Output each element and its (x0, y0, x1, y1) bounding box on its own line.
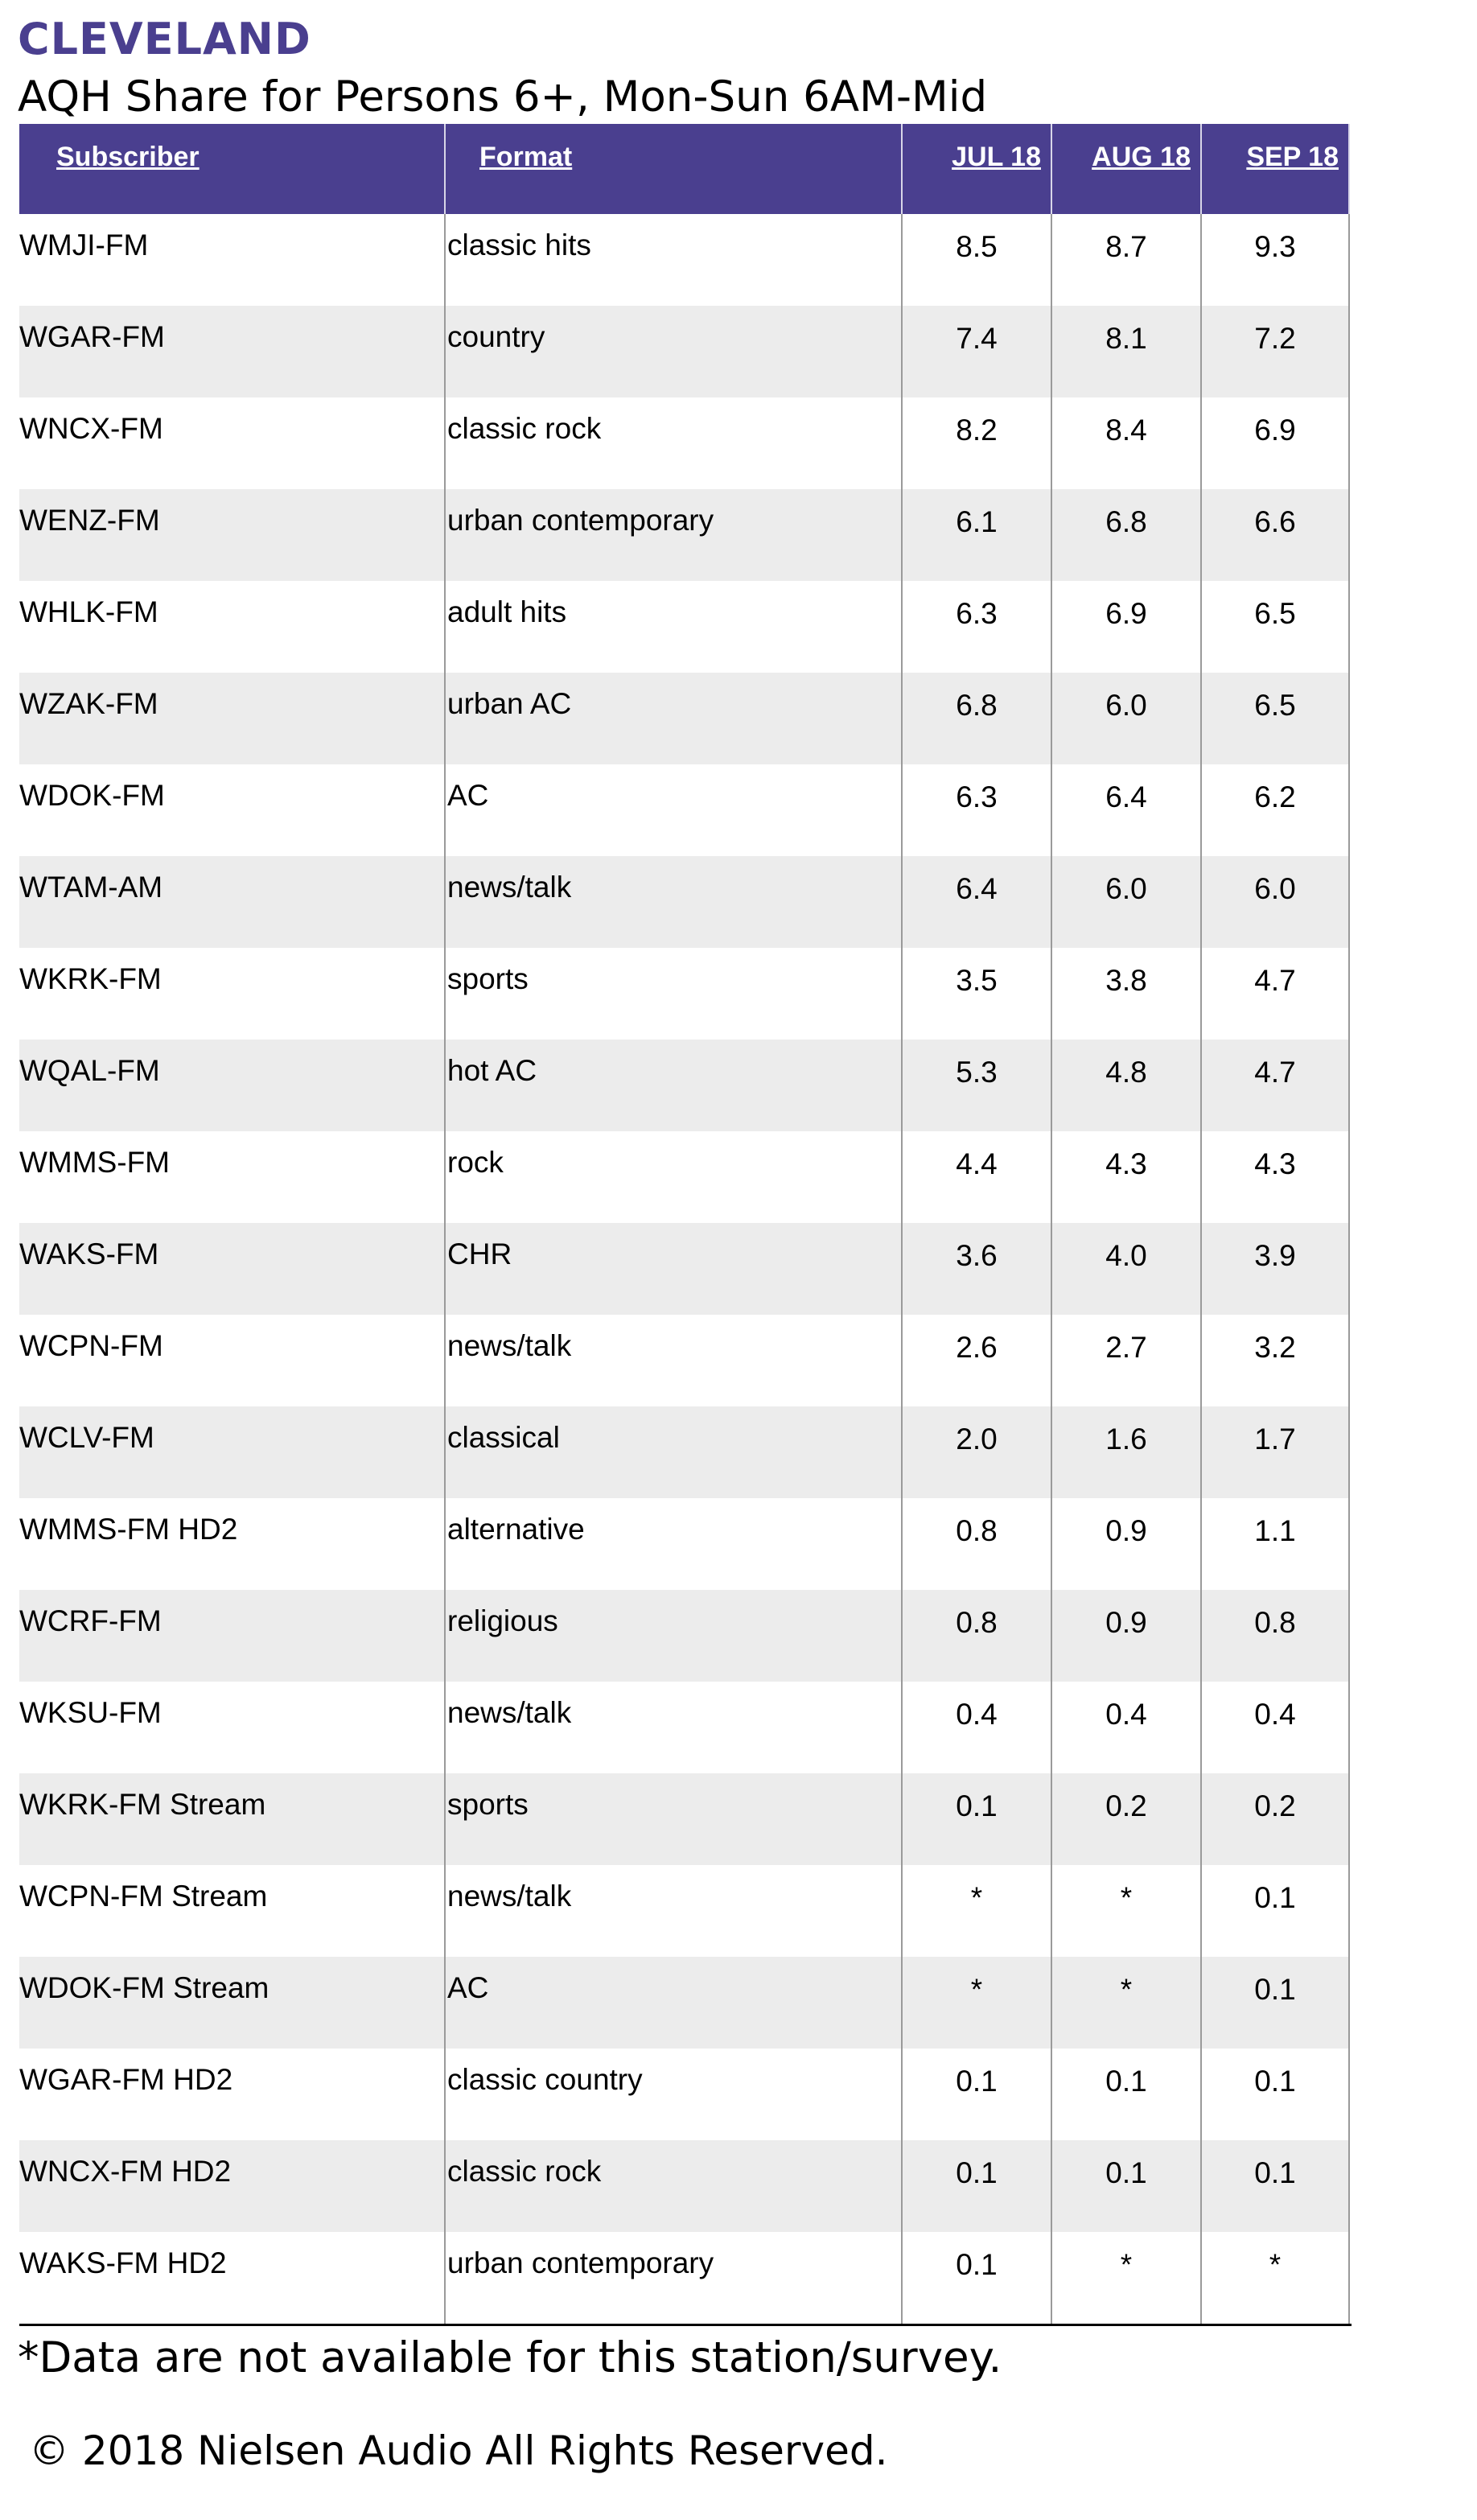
aug-value-column (1051, 2140, 1200, 2232)
aug-value-column (1051, 1590, 1200, 1682)
station-column (19, 2140, 444, 2232)
sep-value-column (1200, 2140, 1350, 2232)
jul-value-cell: 6.3 (956, 780, 998, 813)
sep-value-cell: 4.7 (1254, 1056, 1296, 1089)
format-column (444, 1590, 901, 1682)
sep-value-column (1200, 1773, 1350, 1865)
station-cell: WGAR-FM (19, 320, 165, 353)
table-row (19, 1682, 1350, 1773)
table-row (19, 581, 1350, 673)
format-column (444, 397, 901, 489)
aug-value-column (1051, 764, 1200, 856)
table-row (19, 1773, 1350, 1865)
aug-value-column (1051, 1498, 1200, 1590)
jul-value-cell: 6.1 (956, 505, 998, 538)
table-row (19, 1406, 1350, 1498)
format-cell: sports (447, 962, 529, 995)
sep-value-column (1200, 2232, 1350, 2324)
table-body (19, 214, 1350, 2324)
sep-value-column (1200, 673, 1350, 764)
station-column (19, 2049, 444, 2140)
format-cell: country (447, 320, 545, 353)
table-row (19, 306, 1350, 397)
jul-value-column (901, 1590, 1051, 1682)
aug-value-cell: * (1120, 2248, 1133, 2281)
station-cell: WENZ-FM (19, 504, 160, 537)
table-row (19, 1223, 1350, 1315)
jul-value-column (901, 397, 1051, 489)
jul-value-cell: 0.1 (956, 2156, 998, 2189)
format-cell: urban contemporary (447, 504, 714, 537)
sep-value-cell: 6.0 (1254, 872, 1296, 905)
format-cell: classic rock (447, 412, 602, 445)
jul-value-cell: 0.8 (956, 1514, 998, 1547)
sep-value-cell: 7.2 (1254, 322, 1296, 355)
jul-value-cell: 3.6 (956, 1239, 998, 1272)
sep-value-column (1200, 2049, 1350, 2140)
jul-value-column (901, 214, 1051, 306)
format-cell: urban AC (447, 687, 572, 720)
market-title: CLEVELAND (18, 14, 311, 64)
column-header-subscriber[interactable]: Subscriber (56, 142, 200, 172)
jul-value-cell: 7.4 (956, 322, 998, 355)
format-column (444, 948, 901, 1040)
format-cell: news/talk (447, 1696, 572, 1729)
ratings-table (19, 124, 1350, 2326)
jul-value-cell: 3.5 (956, 964, 998, 997)
column-header-sep[interactable]: SEP 18 (1246, 142, 1339, 172)
jul-value-column (901, 1957, 1051, 2049)
station-column (19, 397, 444, 489)
jul-value-column (901, 1131, 1051, 1223)
format-cell: news/talk (447, 1880, 572, 1913)
station-cell: WKRK-FM (19, 962, 162, 995)
header-cell-jul (901, 124, 1051, 214)
format-cell: CHR (447, 1237, 512, 1270)
jul-value-cell: 2.0 (956, 1423, 998, 1456)
station-column (19, 1773, 444, 1865)
station-cell: WCRF-FM (19, 1604, 162, 1637)
station-cell: WAKS-FM (19, 1237, 159, 1270)
format-column (444, 1865, 901, 1957)
aug-value-column (1051, 1406, 1200, 1498)
aug-value-cell: 0.9 (1105, 1514, 1147, 1547)
station-column (19, 581, 444, 673)
station-cell: WGAR-FM HD2 (19, 2063, 233, 2096)
station-cell: WCLV-FM (19, 1421, 154, 1454)
jul-value-column (901, 673, 1051, 764)
aug-value-cell: 2.7 (1105, 1331, 1147, 1364)
table-row (19, 856, 1350, 948)
station-column (19, 1040, 444, 1131)
sep-value-column (1200, 1682, 1350, 1773)
jul-value-cell: 8.2 (956, 414, 998, 447)
sep-value-cell: * (1269, 2248, 1282, 2281)
format-column (444, 1406, 901, 1498)
table-row (19, 489, 1350, 581)
jul-value-column (901, 1406, 1051, 1498)
station-column (19, 1131, 444, 1223)
sep-value-column (1200, 214, 1350, 306)
jul-value-cell: * (970, 1881, 983, 1914)
format-cell: classic rock (447, 2155, 602, 2188)
jul-value-cell: 6.3 (956, 597, 998, 630)
aug-value-column (1051, 489, 1200, 581)
sep-value-cell: 6.6 (1254, 505, 1296, 538)
station-cell: WTAM-AM (19, 871, 163, 904)
aug-value-column (1051, 1131, 1200, 1223)
station-column (19, 2232, 444, 2324)
aug-value-column (1051, 1040, 1200, 1131)
aug-value-cell: 3.8 (1105, 964, 1147, 997)
table-row (19, 2049, 1350, 2140)
jul-value-cell: 5.3 (956, 1056, 998, 1089)
station-cell: WZAK-FM (19, 687, 158, 720)
sep-value-column (1200, 1315, 1350, 1406)
format-cell: news/talk (447, 871, 572, 904)
jul-value-cell: 0.1 (956, 1789, 998, 1822)
aug-value-column (1051, 1773, 1200, 1865)
format-cell: adult hits (447, 595, 567, 628)
format-cell: classic hits (447, 229, 591, 261)
table-row (19, 1498, 1350, 1590)
format-column (444, 214, 901, 306)
table-row (19, 1315, 1350, 1406)
aug-value-column (1051, 856, 1200, 948)
header-cell-subscriber (19, 124, 444, 214)
format-column (444, 1498, 901, 1590)
aug-value-column (1051, 948, 1200, 1040)
table-row (19, 1040, 1350, 1131)
sep-value-column (1200, 764, 1350, 856)
table-row (19, 397, 1350, 489)
aug-value-cell: * (1120, 1881, 1133, 1914)
sep-value-cell: 4.3 (1254, 1147, 1296, 1180)
jul-value-column (901, 1040, 1051, 1131)
format-cell: news/talk (447, 1329, 572, 1362)
jul-value-cell: 0.8 (956, 1606, 998, 1639)
table-row (19, 948, 1350, 1040)
jul-value-column (901, 489, 1051, 581)
table-row (19, 214, 1350, 306)
sep-value-cell: 1.7 (1254, 1423, 1296, 1456)
sep-value-column (1200, 397, 1350, 489)
sep-value-column (1200, 306, 1350, 397)
station-column (19, 1957, 444, 2049)
jul-value-column (901, 581, 1051, 673)
station-cell: WHLK-FM (19, 595, 158, 628)
sep-value-cell: 0.1 (1254, 1881, 1296, 1914)
jul-value-cell: 0.1 (956, 2065, 998, 2098)
format-cell: urban contemporary (447, 2246, 714, 2279)
station-column (19, 1682, 444, 1773)
aug-value-cell: 6.4 (1105, 780, 1147, 813)
station-column (19, 1315, 444, 1406)
jul-value-column (901, 1682, 1051, 1773)
sep-value-column (1200, 1498, 1350, 1590)
format-column (444, 1957, 901, 2049)
aug-value-column (1051, 306, 1200, 397)
aug-value-column (1051, 581, 1200, 673)
sep-value-cell: 0.4 (1254, 1698, 1296, 1731)
station-cell: WKRK-FM Stream (19, 1788, 266, 1821)
jul-value-column (901, 1498, 1051, 1590)
table-row (19, 764, 1350, 856)
station-column (19, 1865, 444, 1957)
header-cell-format (444, 124, 901, 214)
sep-value-column (1200, 489, 1350, 581)
station-cell: WQAL-FM (19, 1054, 160, 1087)
header-cell-aug (1051, 124, 1200, 214)
station-cell: WMJI-FM (19, 229, 149, 261)
format-column (444, 1682, 901, 1773)
station-cell: WCPN-FM (19, 1329, 163, 1362)
jul-value-column (901, 2049, 1051, 2140)
jul-value-cell: 0.4 (956, 1698, 998, 1731)
format-cell: AC (447, 779, 489, 812)
format-cell: religious (447, 1604, 558, 1637)
station-column (19, 1406, 444, 1498)
format-cell: classical (447, 1421, 560, 1454)
sep-value-cell: 6.2 (1254, 780, 1296, 813)
station-column (19, 764, 444, 856)
aug-value-cell: 8.7 (1105, 230, 1147, 263)
aug-value-cell: 1.6 (1105, 1423, 1147, 1456)
format-cell: rock (447, 1146, 504, 1179)
aug-value-cell: 8.1 (1105, 322, 1147, 355)
format-cell: classic country (447, 2063, 643, 2096)
station-cell: WDOK-FM Stream (19, 1971, 269, 2004)
table-row (19, 673, 1350, 764)
footnote: *Data are not available for this station/survey. (18, 2333, 1002, 2382)
format-column (444, 1315, 901, 1406)
jul-value-column (901, 948, 1051, 1040)
sep-value-column (1200, 1957, 1350, 2049)
format-column (444, 306, 901, 397)
header-cell-sep (1200, 124, 1350, 214)
format-cell: alternative (447, 1513, 585, 1546)
column-header-format[interactable]: Format (479, 142, 573, 172)
format-column (444, 856, 901, 948)
station-cell: WMMS-FM HD2 (19, 1513, 238, 1546)
aug-value-cell: 4.3 (1105, 1147, 1147, 1180)
format-cell: hot AC (447, 1054, 537, 1087)
aug-value-cell: * (1120, 1973, 1133, 2006)
aug-value-column (1051, 1223, 1200, 1315)
sep-value-cell: 0.1 (1254, 1973, 1296, 2006)
station-column (19, 1590, 444, 1682)
format-column (444, 1040, 901, 1131)
sep-value-cell: 6.5 (1254, 597, 1296, 630)
jul-value-column (901, 1865, 1051, 1957)
sep-value-column (1200, 1590, 1350, 1682)
column-header-aug[interactable]: AUG 18 (1092, 142, 1191, 172)
table-row (19, 1590, 1350, 1682)
station-column (19, 1498, 444, 1590)
copyright-notice: © 2018 Nielsen Audio All Rights Reserved. (29, 2427, 888, 2474)
aug-value-cell: 4.0 (1105, 1239, 1147, 1272)
table-bottom-rule (19, 2324, 1352, 2326)
table-row (19, 2232, 1350, 2324)
jul-value-cell: 6.8 (956, 689, 998, 722)
format-column (444, 1223, 901, 1315)
sep-value-column (1200, 581, 1350, 673)
format-column (444, 2232, 901, 2324)
jul-value-cell: 6.4 (956, 872, 998, 905)
format-column (444, 2140, 901, 2232)
sep-value-cell: 0.2 (1254, 1789, 1296, 1822)
aug-value-cell: 0.1 (1105, 2065, 1147, 2098)
aug-value-column (1051, 673, 1200, 764)
table-row (19, 2140, 1350, 2232)
aug-value-cell: 0.2 (1105, 1789, 1147, 1822)
jul-value-cell: 8.5 (956, 230, 998, 263)
aug-value-column (1051, 1865, 1200, 1957)
station-column (19, 948, 444, 1040)
sep-value-column (1200, 1865, 1350, 1957)
sep-value-cell: 0.8 (1254, 1606, 1296, 1639)
station-column (19, 1223, 444, 1315)
jul-value-column (901, 1773, 1051, 1865)
sep-value-column (1200, 1040, 1350, 1131)
jul-value-column (901, 856, 1051, 948)
aug-value-cell: 0.1 (1105, 2156, 1147, 2189)
jul-value-column (901, 306, 1051, 397)
station-cell: WDOK-FM (19, 779, 165, 812)
station-cell: WKSU-FM (19, 1696, 162, 1729)
aug-value-column (1051, 1315, 1200, 1406)
aug-value-cell: 4.8 (1105, 1056, 1147, 1089)
station-cell: WCPN-FM Stream (19, 1880, 268, 1913)
aug-value-cell: 0.4 (1105, 1698, 1147, 1731)
aug-value-cell: 8.4 (1105, 414, 1147, 447)
jul-value-cell: 4.4 (956, 1147, 998, 1180)
table-row (19, 1957, 1350, 2049)
sep-value-column (1200, 1131, 1350, 1223)
format-column (444, 1131, 901, 1223)
aug-value-cell: 6.9 (1105, 597, 1147, 630)
sep-value-cell: 4.7 (1254, 964, 1296, 997)
station-column (19, 489, 444, 581)
aug-value-column (1051, 2232, 1200, 2324)
format-column (444, 2049, 901, 2140)
sep-value-column (1200, 948, 1350, 1040)
jul-value-column (901, 1315, 1051, 1406)
format-column (444, 764, 901, 856)
format-cell: AC (447, 1971, 489, 2004)
sep-value-cell: 3.9 (1254, 1239, 1296, 1272)
station-cell: WMMS-FM (19, 1146, 170, 1179)
station-column (19, 214, 444, 306)
aug-value-cell: 6.8 (1105, 505, 1147, 538)
jul-value-column (901, 2232, 1051, 2324)
sep-value-cell: 3.2 (1254, 1331, 1296, 1364)
sep-value-column (1200, 1406, 1350, 1498)
sep-value-cell: 0.1 (1254, 2065, 1296, 2098)
format-column (444, 489, 901, 581)
format-column (444, 581, 901, 673)
jul-value-column (901, 764, 1051, 856)
aug-value-cell: 6.0 (1105, 689, 1147, 722)
station-column (19, 856, 444, 948)
table-header-row (19, 124, 1350, 214)
report-subtitle: AQH Share for Persons 6+, Mon-Sun 6AM-Mid (18, 72, 988, 121)
station-cell: WNCX-FM (19, 412, 163, 445)
format-column (444, 1773, 901, 1865)
sep-value-cell: 9.3 (1254, 230, 1296, 263)
jul-value-column (901, 2140, 1051, 2232)
station-cell: WAKS-FM HD2 (19, 2246, 227, 2279)
jul-value-cell: 2.6 (956, 1331, 998, 1364)
aug-value-column (1051, 2049, 1200, 2140)
format-column (444, 673, 901, 764)
column-header-jul[interactable]: JUL 18 (952, 142, 1041, 172)
station-cell: WNCX-FM HD2 (19, 2155, 232, 2188)
aug-value-column (1051, 1957, 1200, 2049)
aug-value-column (1051, 1682, 1200, 1773)
jul-value-cell: 0.1 (956, 2248, 998, 2281)
table-row (19, 1131, 1350, 1223)
jul-value-column (901, 1223, 1051, 1315)
table-row (19, 1865, 1350, 1957)
jul-value-cell: * (970, 1973, 983, 2006)
aug-value-column (1051, 214, 1200, 306)
sep-value-cell: 0.1 (1254, 2156, 1296, 2189)
sep-value-cell: 1.1 (1254, 1514, 1296, 1547)
aug-value-cell: 0.9 (1105, 1606, 1147, 1639)
station-column (19, 306, 444, 397)
sep-value-column (1200, 1223, 1350, 1315)
sep-value-cell: 6.5 (1254, 689, 1296, 722)
station-column (19, 673, 444, 764)
sep-value-cell: 6.9 (1254, 414, 1296, 447)
sep-value-column (1200, 856, 1350, 948)
format-cell: sports (447, 1788, 529, 1821)
aug-value-cell: 6.0 (1105, 872, 1147, 905)
aug-value-column (1051, 397, 1200, 489)
